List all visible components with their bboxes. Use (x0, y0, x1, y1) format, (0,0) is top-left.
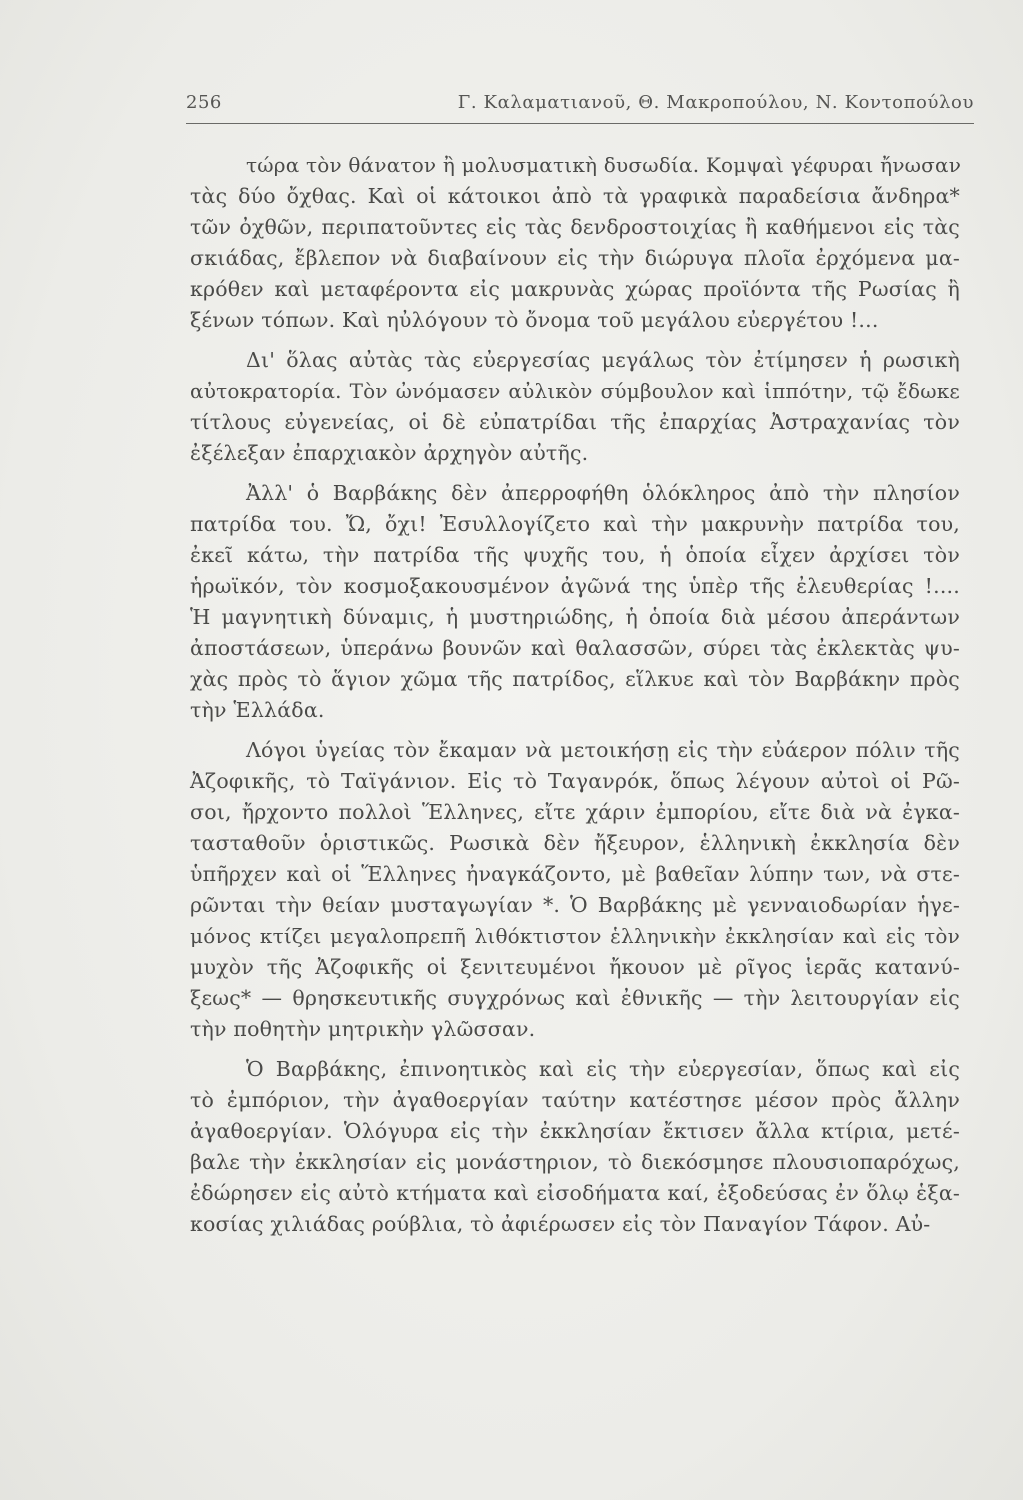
text-line: τασταθοῦν ὁριστικῶς. Ρωσικὰ δὲν ἤξευρον, ἑλληνικὴ ἐκκλησία δὲν (190, 831, 960, 855)
running-head: Γ. Καλαματιανοῦ, Θ. Μακροπούλου, Ν. Κοντοπούλου (457, 92, 974, 113)
text-line: κρόθεν καὶ μεταφέροντα εἰς μακρυνὰς χώρας προϊόντα τῆς Ρωσίας ἢ (190, 277, 960, 301)
text-line: τὸ ἐμπόριον, τὴν ἀγαθοεργίαν ταύτην κατέστησε μέσον πρὸς ἄλλην (190, 1088, 960, 1112)
page-header (186, 92, 974, 122)
text-line: μυχὸν τῆς Ἀζοφικῆς οἱ ξενιτευμένοι ἤκουον μὲ ρῖγος ἱερᾶς κατανύ- (190, 955, 960, 979)
text-line: ἀγαθοεργίαν. Ὁλόγυρα εἰς τὴν ἐκκλησίαν ἔκτισεν ἄλλα κτίρια, μετέ- (190, 1119, 960, 1143)
text-line: ρῶνται τὴν θείαν μυσταγωγίαν *. Ὁ Βαρβάκης μὲ γενναιοδωρίαν ἡγε- (190, 893, 960, 917)
text-line: ἐδώρησεν εἰς αὐτὸ κτήματα καὶ εἰσοδήματα καί, ἐξοδεύσας ἐν ὅλῳ ἑξα- (190, 1181, 960, 1205)
body-text (190, 150, 960, 1240)
text-line: ξεως* — θρησκευτικῆς συγχρόνως καὶ ἐθνικῆς — τὴν λειτουργίαν εἰς (190, 986, 960, 1010)
paragraph-gap (190, 1045, 960, 1054)
text-line: τὰς δύο ὄχθας. Καὶ οἱ κάτοικοι ἀπὸ τὰ γραφικὰ παραδείσια ἄνδηρα* (190, 184, 960, 208)
page-number: 256 (186, 92, 222, 113)
text-line: χὰς πρὸς τὸ ἅγιον χῶμα τῆς πατρίδος, εἵλκυε καὶ τὸν Βαρβάκην πρὸς (190, 667, 960, 691)
paragraph-gap (190, 726, 960, 735)
text-line: κοσίας χιλιάδας ρούβλια, τὸ ἀφιέρωσεν εἰς τὸν Παναγίον Τάφον. Αὐ- (190, 1212, 931, 1236)
text-line: Ἡ μαγνητικὴ δύναμις, ἡ μυστηριώδης, ἡ ὁποία διὰ μέσου ἀπεράντων (190, 605, 960, 629)
paragraph (190, 150, 960, 336)
text-line: Ἀζοφικῆς, τὸ Ταϊγάνιον. Εἰς τὸ Ταγανρόκ, ὅπως λέγουν αὐτοὶ οἱ Ρῶ- (190, 769, 960, 793)
text-line: πατρίδα του. Ὤ, ὄχι! Ἐσυλλογίζετο καὶ τὴν μακρυνὴν πατρίδα του, (190, 512, 960, 536)
text-line: τὴν Ἑλλάδα. (190, 698, 325, 722)
text-line: ἐκεῖ κάτω, τὴν πατρίδα τῆς ψυχῆς του, ἡ ὁποία εἶχεν ἀρχίσει τὸν (190, 543, 960, 567)
paragraph (190, 345, 960, 469)
text-line: ἐξέλεξαν ἐπαρχιακὸν ἀρχηγὸν αὐτῆς. (190, 441, 589, 465)
paragraph (190, 1054, 960, 1240)
paragraph (190, 478, 960, 726)
text-line: τὴν ποθητὴν μητρικὴν γλῶσσαν. (190, 1017, 536, 1041)
text-line: σοι, ἤρχοντο πολλοὶ Ἕλληνες, εἴτε χάριν ἐμπορίου, εἴτε διὰ νὰ ἐγκα- (190, 800, 960, 824)
text-line: τώρα τὸν θάνατον ἢ μολυσματικὴ δυσωδία. Κομψαὶ γέφυραι ἤνωσαν (246, 153, 962, 177)
text-line: τῶν ὀχθῶν, περιπατοῦντες εἰς τὰς δενδροστοιχίας ἢ καθήμενοι εἰς τὰς (190, 215, 960, 239)
text-line: βαλε τὴν ἐκκλησίαν εἰς μονάστηριον, τὸ διεκόσμησε πλουσιοπαρόχως, (190, 1150, 960, 1174)
header-rule (186, 123, 974, 124)
text-line: ξένων τόπων. Καὶ ηὐλόγουν τὸ ὄνομα τοῦ μεγάλου εὐεργέτου !... (190, 308, 879, 332)
text-line: Δι' ὅλας αὐτὰς τὰς εὐεργεσίας μεγάλως τὸν ἐτίμησεν ἡ ρωσικὴ (246, 348, 960, 372)
text-line: σκιάδας, ἔβλεπον νὰ διαβαίνουν εἰς τὴν διώρυγα πλοῖα ἐρχόμενα μα- (190, 246, 960, 270)
paragraph-gap (190, 469, 960, 478)
text-line: Λόγοι ὑγείας τὸν ἔκαμαν νὰ μετοικήσῃ εἰς τὴν εὐάερον πόλιν τῆς (246, 738, 960, 762)
text-line: ἀποστάσεων, ὑπεράνω βουνῶν καὶ θαλασσῶν, σύρει τὰς ἐκλεκτὰς ψυ- (190, 636, 960, 660)
text-line: τίτλους εὐγενείας, οἱ δὲ εὐπατρίδαι τῆς ἐπαρχίας Ἀστραχανίας τὸν (190, 410, 960, 434)
text-line: αὐτοκρατορία. Τὸν ὠνόμασεν αὐλικὸν σύμβουλον καὶ ἱππότην, τῷ ἔδωκε (190, 379, 960, 403)
paragraph-gap (190, 336, 960, 345)
text-line: Ἀλλ' ὁ Βαρβάκης δὲν ἀπερροφήθη ὁλόκληρος ἀπὸ τὴν πλησίον (246, 481, 960, 505)
paragraph (190, 735, 960, 1045)
text-line: ἡρωϊκόν, τὸν κοσμοξακουσμένον ἀγῶνά της ὑπὲρ τῆς ἐλευθερίας !.... (190, 574, 960, 598)
text-line: Ὁ Βαρβάκης, ἐπινοητικὸς καὶ εἰς τὴν εὐεργεσίαν, ὅπως καὶ εἰς (246, 1057, 960, 1081)
text-line: μόνος κτίζει μεγαλοπρεπῆ λιθόκτιστον ἑλληνικὴν ἐκκλησίαν καὶ εἰς τὸν (190, 924, 960, 948)
text-line: ὑπῆρχεν καὶ οἱ Ἕλληνες ἠναγκάζοντο, μὲ βαθεῖαν λύπην των, νὰ στε- (190, 862, 960, 886)
